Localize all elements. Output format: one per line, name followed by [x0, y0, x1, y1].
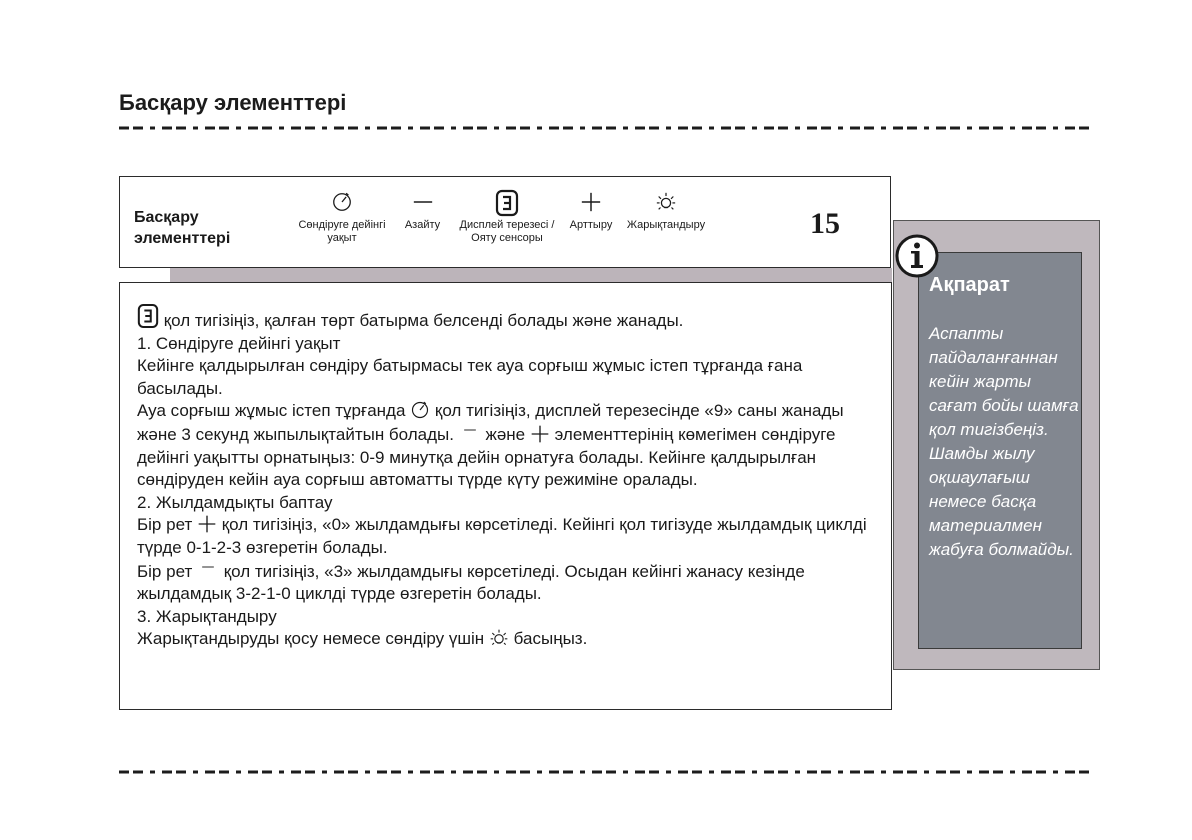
- control-timer: [296, 191, 388, 245]
- control-label: Азайту: [404, 219, 441, 231]
- info-panel-text: Аспапты пайдаланғаннан кейін жарты сағат бойы шамға қол тигізбеңіз. Шамды жылу оқшаулағыш немесе басқа материалмен жабуға болмайды.: [929, 324, 1079, 559]
- control-strip-title: Басқару элементтері: [134, 209, 231, 247]
- control-strip: [119, 176, 891, 268]
- paragraph: Ауа сорғыш жұмыс істеп тұрғанда қол тигізіңіз, дисплей терезесінде «9» саны жанады және 3 секунд жыпылықтайтын болады. және элементтерінің көмегімен сөндіруге дейінгі уақытты орнатыңыз: 0-9 минутқа дейін орнатуға болады. Кейінге қалдырылған сөндіруден кейін ауа сорғыш автоматты түрде күту режиміне оралады.: [137, 401, 844, 490]
- plus-icon: [580, 191, 602, 213]
- paragraph: Бір рет қол тигізіңіз, «0» жылдамдығы көрсетіледі. Кейінгі қол тигізуде жылдамдық циклді түрде 0-1-2-3 өзгеретін болады.: [137, 515, 867, 557]
- control-label: Дисплей терезесі / Ояту сенсоры: [459, 219, 555, 244]
- instructions-box: [119, 282, 892, 710]
- page-number: 15: [810, 207, 840, 240]
- control-minus: [400, 191, 445, 232]
- page-title: Басқару элементтері: [119, 90, 347, 115]
- info-icon: [894, 233, 940, 279]
- plus-icon: [197, 514, 217, 534]
- instructions-text: [137, 303, 887, 651]
- control-label: Сөндіруге дейінгі уақыт: [298, 219, 386, 244]
- strip-shadow: [170, 268, 892, 282]
- intro-line: қол тигізіңіз, қалған төрт батырма белсенді болады және жанады.: [137, 303, 887, 333]
- section-title: 2. Жылдамдықты баптау: [137, 492, 333, 512]
- light-icon: [655, 191, 677, 213]
- dashed-divider-bottom: [119, 769, 1089, 775]
- timer-icon: [410, 400, 430, 420]
- control-light: [620, 191, 712, 232]
- plus-icon: [530, 424, 550, 444]
- minus-icon: [197, 560, 219, 574]
- light-icon: [489, 628, 509, 648]
- dashed-divider-top: [119, 125, 1089, 131]
- control-plus: [566, 191, 616, 232]
- display-3-icon: [137, 303, 159, 329]
- paragraph: Кейінге қалдырылған сөндіру батырмасы тек ауа сорғыш жұмыс істеп тұрғанда ғана басылады.: [137, 356, 803, 398]
- info-panel-title: Ақпарат: [929, 274, 1010, 296]
- paragraph: Жарықтандыруды қосу немесе сөндіру үшін басыңыз.: [137, 629, 588, 649]
- minus-icon: [412, 191, 434, 213]
- section-title: 1. Сөндіруге дейінгі уақыт: [137, 333, 341, 353]
- control-label: Жарықтандыру: [626, 219, 706, 231]
- paragraph: Бір рет қол тигізіңіз, «3» жылдамдығы көрсетіледі. Осыдан кейінгі жанасу кезінде жылдамдық 3-2-1-0 циклді түрде өзгеретін болады.: [137, 561, 805, 604]
- minus-icon: [459, 423, 481, 437]
- control-label: Арттыру: [569, 219, 613, 231]
- display-3-icon: [495, 189, 519, 217]
- control-display: [455, 189, 559, 245]
- section-title: 3. Жарықтандыру: [137, 606, 277, 626]
- timer-icon: [331, 191, 353, 213]
